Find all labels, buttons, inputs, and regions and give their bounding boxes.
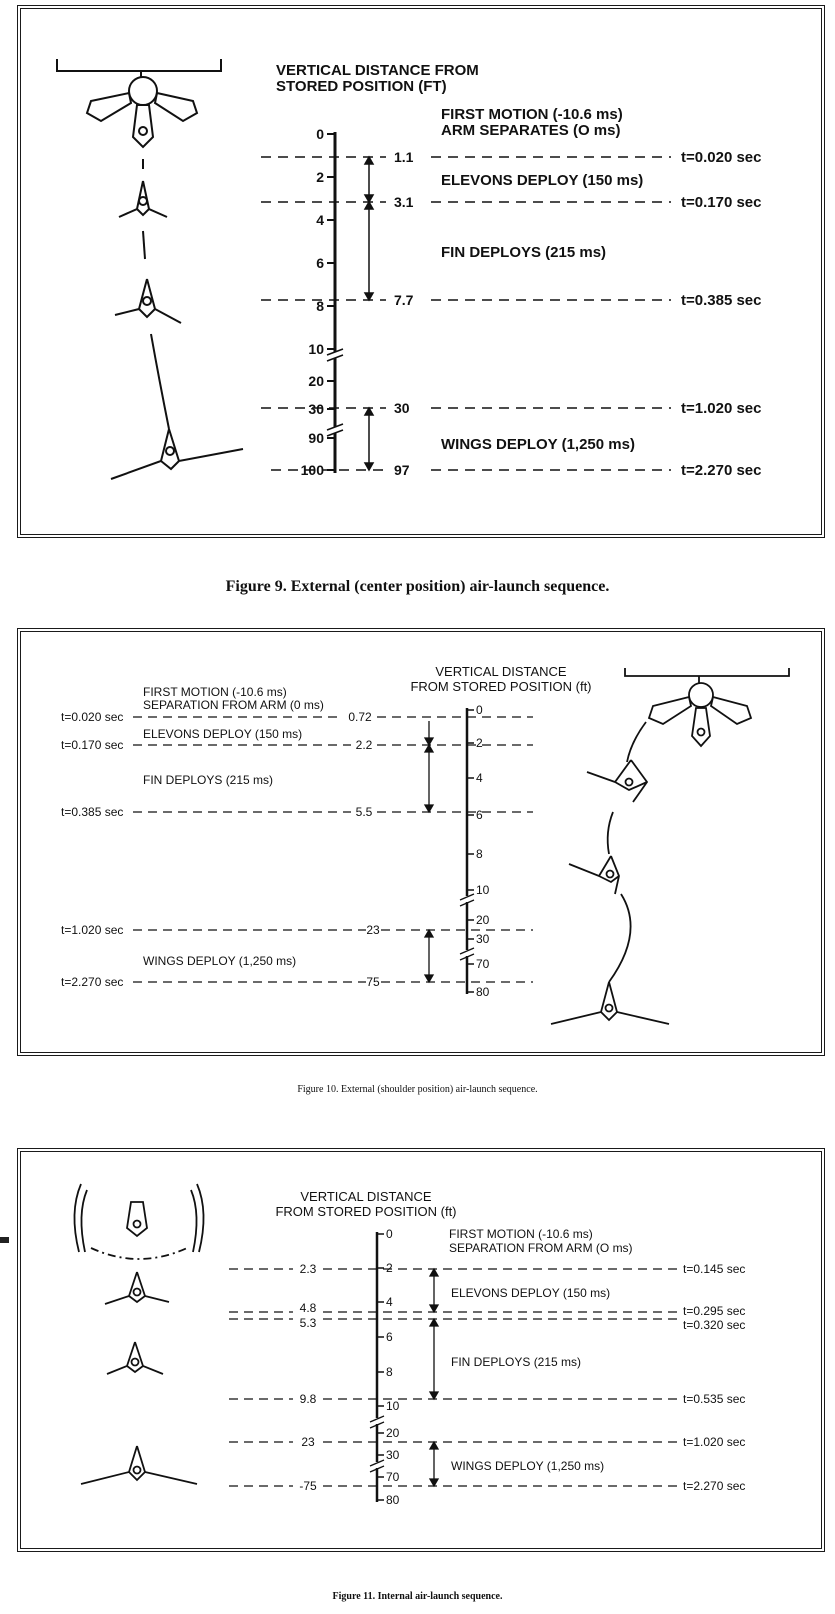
fig11-time-label: t=0.320 sec xyxy=(683,1318,746,1332)
fig11-time-label: t=2.270 sec xyxy=(683,1479,746,1493)
fig10-time-label: t=0.170 sec xyxy=(61,738,124,752)
fig9-tick-30: 30 xyxy=(308,401,324,417)
fig10-time-label: t=1.020 sec xyxy=(61,923,124,937)
fig10-time-label: t=0.020 sec xyxy=(61,710,124,724)
fig10-tick-20: 20 xyxy=(476,913,490,927)
fig10-time-label: t=0.385 sec xyxy=(61,805,124,819)
fig11-time-label: t=0.295 sec xyxy=(683,1304,746,1318)
fig10-axis-title-line1: VERTICAL DISTANCE xyxy=(435,664,567,679)
fig10-tick-4: 4 xyxy=(476,771,483,785)
fig11-event-wings: WINGS DEPLOY (1,250 ms) xyxy=(451,1459,605,1473)
fig9-distance-label: 30 xyxy=(394,400,410,416)
fig11-tick-30: 30 xyxy=(386,1448,400,1462)
fig10-event-first-motion: FIRST MOTION (-10.6 ms) xyxy=(143,685,287,699)
fig10-distance-label: 23 xyxy=(366,923,380,937)
fig10-tick-2: 2 xyxy=(476,736,483,750)
fig9-tick-20: 20 xyxy=(308,373,324,389)
margin-mark xyxy=(0,1237,9,1243)
fig11-tick-0: 0 xyxy=(386,1227,393,1241)
fig9-event-elevons: ELEVONS DEPLOY (150 ms) xyxy=(441,172,644,189)
fig9-interval-arrows xyxy=(365,157,373,470)
fig11-tick-70: 70 xyxy=(386,1470,400,1484)
fig10-event-separation: SEPARATION FROM ARM (0 ms) xyxy=(143,698,324,712)
fig10-axis-title-line2: FROM STORED POSITION (ft) xyxy=(410,679,592,694)
fig10-tick-30: 30 xyxy=(476,932,490,946)
fig10-distance-label: 75 xyxy=(366,975,380,989)
fig10-level-lines xyxy=(133,717,533,982)
fig11-event-fin: FIN DEPLOYS (215 ms) xyxy=(451,1355,582,1369)
fig10-time-label: t=2.270 sec xyxy=(61,975,124,989)
fig9-tick-4: 4 xyxy=(316,212,324,228)
fig11-axis-title-line2: FROM STORED POSITION (ft) xyxy=(275,1204,457,1219)
fig9-time-label: t=2.270 sec xyxy=(681,462,762,479)
fig11-tick-4: 4 xyxy=(386,1295,393,1309)
fig11-interval-arrows xyxy=(430,1269,438,1486)
fig11-event-separation: SEPARATION FROM ARM (O ms) xyxy=(449,1241,633,1255)
fig10-tick-70: 70 xyxy=(476,957,490,971)
fig10-tick-8: 8 xyxy=(476,847,483,861)
fig11-distance-label: 5.3 xyxy=(299,1316,317,1330)
fig11-event-first-motion: FIRST MOTION (-10.6 ms) xyxy=(449,1227,593,1241)
fig11-distance-label: 4.8 xyxy=(299,1301,317,1315)
fig9-distance-label: 97 xyxy=(394,462,410,478)
figure-9-caption: Figure 9. External (center position) air-launch sequence. xyxy=(225,578,610,595)
fig10-event-fin: FIN DEPLOYS (215 ms) xyxy=(143,773,274,787)
fig11-tick-6: 6 xyxy=(386,1330,393,1344)
fig9-event-wings: WINGS DEPLOY (1,250 ms) xyxy=(441,436,635,453)
fig9-event-fin: FIN DEPLOYS (215 ms) xyxy=(441,244,607,261)
fig10-tick-10: 10 xyxy=(476,883,490,897)
fig10-tick-0: 0 xyxy=(476,703,483,717)
fig11-axis-title-line1: VERTICAL DISTANCE xyxy=(300,1189,432,1204)
figure-9-diagram xyxy=(21,9,821,534)
figure-11-panel xyxy=(17,1148,825,1552)
fig10-event-elevons: ELEVONS DEPLOY (150 ms) xyxy=(143,727,303,741)
fig9-distance-label: 1.1 xyxy=(394,149,414,165)
fig9-tick-0: 0 xyxy=(316,126,324,142)
fig11-tick-20: 20 xyxy=(386,1426,400,1440)
fig9-tick-90: 90 xyxy=(308,430,324,446)
figure-9-panel xyxy=(17,5,825,538)
fig10-distance-label: 2.2 xyxy=(355,738,373,752)
fig9-time-label: t=1.020 sec xyxy=(681,400,762,417)
fig10-distance-label: 5.5 xyxy=(355,805,373,819)
fig11-event-elevons: ELEVONS DEPLOY (150 ms) xyxy=(451,1286,611,1300)
fig11-distance-label: 9.8 xyxy=(299,1392,317,1406)
fig9-axis-title-line2: STORED POSITION (FT) xyxy=(276,78,447,95)
fig10-interval-arrows xyxy=(425,721,433,982)
figure-10-caption: Figure 10. External (shoulder position) air-launch sequence. xyxy=(297,1084,538,1095)
fig9-time-label: t=0.020 sec xyxy=(681,149,762,166)
fig11-distance-label: 2.3 xyxy=(299,1262,317,1276)
fig9-time-label: t=0.385 sec xyxy=(681,292,762,309)
fig11-time-label: t=0.145 sec xyxy=(683,1262,746,1276)
fig9-launch-illustration xyxy=(57,59,243,479)
fig9-tick-6: 6 xyxy=(316,255,324,271)
fig11-tick-8: 8 xyxy=(386,1365,393,1379)
fig11-level-lines xyxy=(229,1269,681,1486)
fig11-distance-label: 23 xyxy=(301,1435,315,1449)
figure-11-diagram xyxy=(21,1152,821,1548)
fig11-time-label: t=0.535 sec xyxy=(683,1392,746,1406)
fig9-axis-title-line1: VERTICAL DISTANCE FROM xyxy=(276,62,479,79)
fig11-time-label: t=1.020 sec xyxy=(683,1435,746,1449)
fig9-event-first-motion: FIRST MOTION (-10.6 ms) xyxy=(441,106,623,123)
fig11-tick-2: 2 xyxy=(386,1261,393,1275)
fig10-tick-6: 6 xyxy=(476,808,483,822)
fig9-distance-label: 3.1 xyxy=(394,194,414,210)
fig10-event-wings: WINGS DEPLOY (1,250 ms) xyxy=(143,954,297,968)
figure-10-diagram xyxy=(21,632,821,1052)
fig10-tick-80: 80 xyxy=(476,985,490,999)
figure-11-caption: Figure 11. Internal air-launch sequence. xyxy=(332,1591,503,1602)
fig9-tick-8: 8 xyxy=(316,298,324,314)
fig9-distance-label: 7.7 xyxy=(394,292,414,308)
fig11-tick-10: 10 xyxy=(386,1399,400,1413)
fig10-distance-label: 0.72 xyxy=(348,710,372,724)
fig11-tick-80: 80 xyxy=(386,1493,400,1507)
fig9-event-arm-separates: ARM SEPARATES (O ms) xyxy=(441,122,621,139)
fig9-time-label: t=0.170 sec xyxy=(681,194,762,211)
fig10-launch-illustration xyxy=(551,668,789,1024)
fig9-tick-10: 10 xyxy=(308,341,324,357)
fig9-tick-100: 100 xyxy=(300,462,324,478)
figure-10-panel xyxy=(17,628,825,1056)
fig11-distance-label: -75 xyxy=(299,1479,317,1493)
fig11-launch-illustration xyxy=(74,1184,203,1484)
fig9-tick-2: 2 xyxy=(316,169,324,185)
